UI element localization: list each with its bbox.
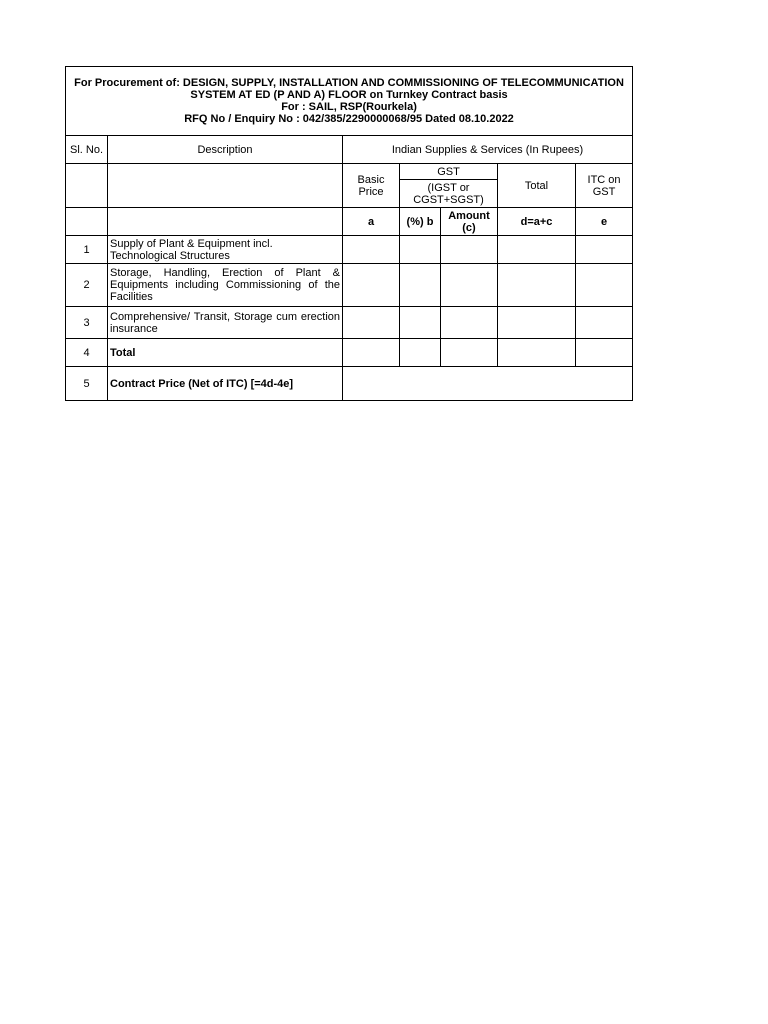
title-line-2: SYSTEM AT ED (P AND A) FLOOR on Turnkey Contract basis xyxy=(190,89,508,101)
row-sl: 3 xyxy=(66,307,108,339)
table-row xyxy=(66,236,633,264)
contract-price-row xyxy=(66,367,633,401)
empty-cell xyxy=(498,236,576,264)
gst-type-header: (IGST or CGST+SGST) xyxy=(400,180,498,208)
indian-supplies-header: Indian Supplies & Services (In Rupees) xyxy=(343,136,633,164)
description-header: Description xyxy=(108,136,343,164)
total-header: Total xyxy=(498,164,576,208)
row-description: Supply of Plant & Equipment incl. Technological Structures xyxy=(108,236,343,264)
sl-no-header: Sl. No. xyxy=(66,136,108,164)
empty-cell xyxy=(400,264,441,307)
code-a: a xyxy=(343,208,400,236)
code-d: d=a+c xyxy=(498,208,576,236)
gst-header: GST xyxy=(400,164,498,180)
row-sl: 4 xyxy=(66,339,108,367)
empty-cell xyxy=(576,264,633,307)
price-schedule-sheet xyxy=(65,66,632,402)
row-description: Storage, Handling, Erection of Plant & Equipments including Commissioning of the Facilities xyxy=(108,264,343,307)
column-header-row xyxy=(66,136,633,164)
empty-cell xyxy=(498,339,576,367)
empty-cell xyxy=(576,307,633,339)
empty-cell xyxy=(576,236,633,264)
empty-cell xyxy=(576,339,633,367)
empty-cell xyxy=(400,339,441,367)
code-c: Amount (c) xyxy=(441,208,498,236)
column-code-row xyxy=(66,208,633,236)
empty-cell xyxy=(441,307,498,339)
contract-price-value-cell xyxy=(343,367,633,401)
empty-cell xyxy=(66,164,108,208)
empty-cell xyxy=(343,264,400,307)
price-schedule-table xyxy=(65,66,633,401)
empty-cell xyxy=(400,236,441,264)
basic-price-header: Basic Price xyxy=(343,164,400,208)
row-sl: 2 xyxy=(66,264,108,307)
title-row xyxy=(66,67,633,136)
document-title xyxy=(66,67,633,136)
total-row xyxy=(66,339,633,367)
empty-cell xyxy=(108,208,343,236)
empty-cell xyxy=(66,208,108,236)
empty-cell xyxy=(441,236,498,264)
empty-cell xyxy=(441,264,498,307)
empty-cell xyxy=(498,307,576,339)
table-row xyxy=(66,264,633,307)
row-sl: 5 xyxy=(66,367,108,401)
empty-cell xyxy=(343,236,400,264)
empty-cell xyxy=(343,307,400,339)
empty-cell xyxy=(400,307,441,339)
title-line-4: RFQ No / Enquiry No : 042/385/2290000068/95 Dated 08.10.2022 xyxy=(184,113,514,125)
code-e: e xyxy=(576,208,633,236)
sub-header-row-1 xyxy=(66,164,633,180)
empty-cell xyxy=(108,164,343,208)
table-row xyxy=(66,307,633,339)
empty-cell xyxy=(498,264,576,307)
title-line-3: For : SAIL, RSP(Rourkela) xyxy=(281,101,417,113)
itc-header: ITC on GST xyxy=(576,164,633,208)
row-description: Comprehensive/ Transit, Storage cum erection insurance xyxy=(108,307,343,339)
empty-cell xyxy=(441,339,498,367)
total-label: Total xyxy=(108,339,343,367)
title-line-1: For Procurement of: DESIGN, SUPPLY, INSTALLATION AND COMMISSIONING OF TELECOMMUNICATION xyxy=(74,77,624,89)
contract-price-label: Contract Price (Net of ITC) [=4d-4e] xyxy=(108,367,343,401)
row-sl: 1 xyxy=(66,236,108,264)
code-b: (%) b xyxy=(400,208,441,236)
empty-cell xyxy=(343,339,400,367)
